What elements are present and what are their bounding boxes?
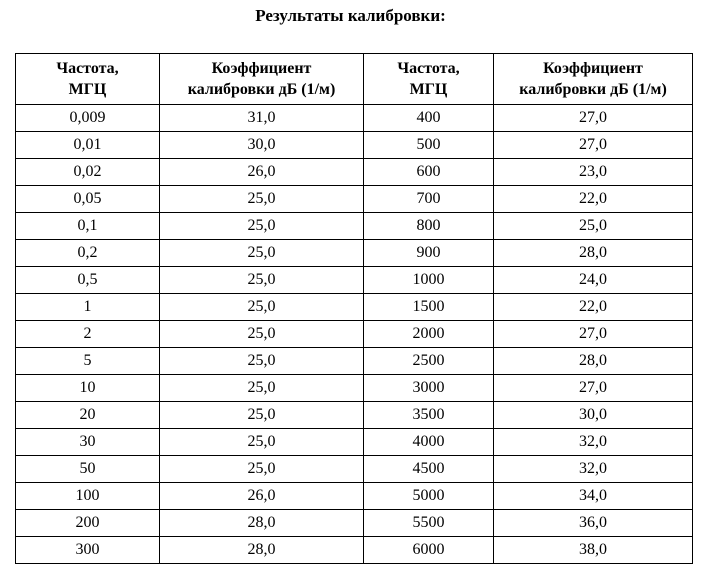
header-coefficient-left-line2: калибровки дБ (1/м) (187, 81, 336, 98)
cell-freq-right: 900 (364, 240, 494, 267)
header-coefficient-right-line1: Коэффициент (543, 60, 643, 77)
cell-coef-left: 25,0 (160, 375, 364, 402)
cell-coef-left: 26,0 (160, 483, 364, 510)
cell-freq-right: 2500 (364, 348, 494, 375)
table-body (16, 105, 693, 564)
cell-freq-right: 600 (364, 159, 494, 186)
cell-coef-left: 25,0 (160, 348, 364, 375)
cell-freq-left: 5 (16, 348, 160, 375)
cell-freq-left: 1 (16, 294, 160, 321)
header-coefficient-left (160, 54, 364, 105)
page-title: Результаты калибровки: (255, 6, 446, 25)
cell-coef-right: 34,0 (494, 483, 693, 510)
header-frequency-left (16, 54, 160, 105)
cell-freq-right: 1000 (364, 267, 494, 294)
cell-freq-left: 0,2 (16, 240, 160, 267)
cell-coef-left: 25,0 (160, 429, 364, 456)
cell-coef-left: 30,0 (160, 132, 364, 159)
header-coefficient-left-line1: Коэффициент (211, 60, 312, 77)
cell-coef-left: 31,0 (160, 105, 364, 132)
cell-coef-right: 27,0 (494, 321, 693, 348)
cell-freq-right: 2000 (364, 321, 494, 348)
cell-coef-right: 24,0 (494, 267, 693, 294)
table-row (16, 402, 693, 429)
cell-freq-right: 4500 (364, 456, 494, 483)
cell-coef-right: 23,0 (494, 159, 693, 186)
cell-freq-right: 400 (364, 105, 494, 132)
cell-coef-left: 25,0 (160, 402, 364, 429)
cell-freq-left: 0,05 (16, 186, 160, 213)
table-row (16, 132, 693, 159)
cell-freq-right: 6000 (364, 537, 494, 564)
cell-freq-left: 10 (16, 375, 160, 402)
cell-coef-left: 25,0 (160, 294, 364, 321)
cell-freq-left: 30 (16, 429, 160, 456)
cell-freq-left: 0,02 (16, 159, 160, 186)
cell-freq-left: 0,5 (16, 267, 160, 294)
cell-coef-right: 30,0 (494, 402, 693, 429)
header-coefficient-right-line2: калибровки дБ (1/м) (519, 81, 667, 98)
cell-coef-left: 25,0 (160, 267, 364, 294)
calibration-table (15, 53, 693, 564)
cell-coef-right: 22,0 (494, 294, 693, 321)
cell-freq-right: 1500 (364, 294, 494, 321)
table-row (16, 375, 693, 402)
table-row (16, 159, 693, 186)
table-row (16, 510, 693, 537)
cell-freq-left: 0,1 (16, 213, 160, 240)
table-row (16, 537, 693, 564)
header-frequency-left-line1: Частота, (56, 60, 119, 77)
header-frequency-right (364, 54, 494, 105)
table-row (16, 105, 693, 132)
cell-coef-right: 27,0 (494, 105, 693, 132)
cell-freq-left: 20 (16, 402, 160, 429)
cell-freq-right: 5500 (364, 510, 494, 537)
cell-coef-right: 32,0 (494, 456, 693, 483)
table-header-row (16, 54, 693, 105)
table-row (16, 483, 693, 510)
cell-freq-left: 0,01 (16, 132, 160, 159)
table-row (16, 186, 693, 213)
table-row (16, 429, 693, 456)
cell-freq-right: 5000 (364, 483, 494, 510)
cell-freq-right: 700 (364, 186, 494, 213)
cell-coef-left: 26,0 (160, 159, 364, 186)
cell-freq-left: 200 (16, 510, 160, 537)
table-row (16, 348, 693, 375)
table-row (16, 213, 693, 240)
cell-freq-right: 500 (364, 132, 494, 159)
cell-coef-left: 25,0 (160, 213, 364, 240)
table-row (16, 294, 693, 321)
cell-coef-left: 25,0 (160, 456, 364, 483)
cell-coef-left: 28,0 (160, 510, 364, 537)
cell-coef-left: 25,0 (160, 240, 364, 267)
cell-freq-left: 50 (16, 456, 160, 483)
cell-freq-right: 3500 (364, 402, 494, 429)
header-frequency-right-line2: МГЦ (409, 81, 448, 98)
cell-freq-left: 300 (16, 537, 160, 564)
cell-coef-left: 25,0 (160, 186, 364, 213)
cell-coef-right: 22,0 (494, 186, 693, 213)
cell-coef-right: 28,0 (494, 348, 693, 375)
header-frequency-right-line1: Частота, (397, 60, 460, 77)
header-coefficient-right (494, 54, 693, 105)
cell-coef-right: 27,0 (494, 375, 693, 402)
cell-coef-left: 28,0 (160, 537, 364, 564)
cell-freq-left: 2 (16, 321, 160, 348)
header-frequency-left-line2: МГЦ (68, 81, 107, 98)
cell-coef-right: 38,0 (494, 537, 693, 564)
cell-coef-right: 32,0 (494, 429, 693, 456)
cell-coef-right: 25,0 (494, 213, 693, 240)
cell-coef-right: 36,0 (494, 510, 693, 537)
cell-freq-left: 0,009 (16, 105, 160, 132)
cell-freq-right: 4000 (364, 429, 494, 456)
cell-freq-left: 100 (16, 483, 160, 510)
cell-coef-left: 25,0 (160, 321, 364, 348)
table-row (16, 267, 693, 294)
cell-freq-right: 3000 (364, 375, 494, 402)
table-row (16, 456, 693, 483)
table-row (16, 240, 693, 267)
cell-coef-right: 28,0 (494, 240, 693, 267)
cell-freq-right: 800 (364, 213, 494, 240)
cell-coef-right: 27,0 (494, 132, 693, 159)
table-row (16, 321, 693, 348)
